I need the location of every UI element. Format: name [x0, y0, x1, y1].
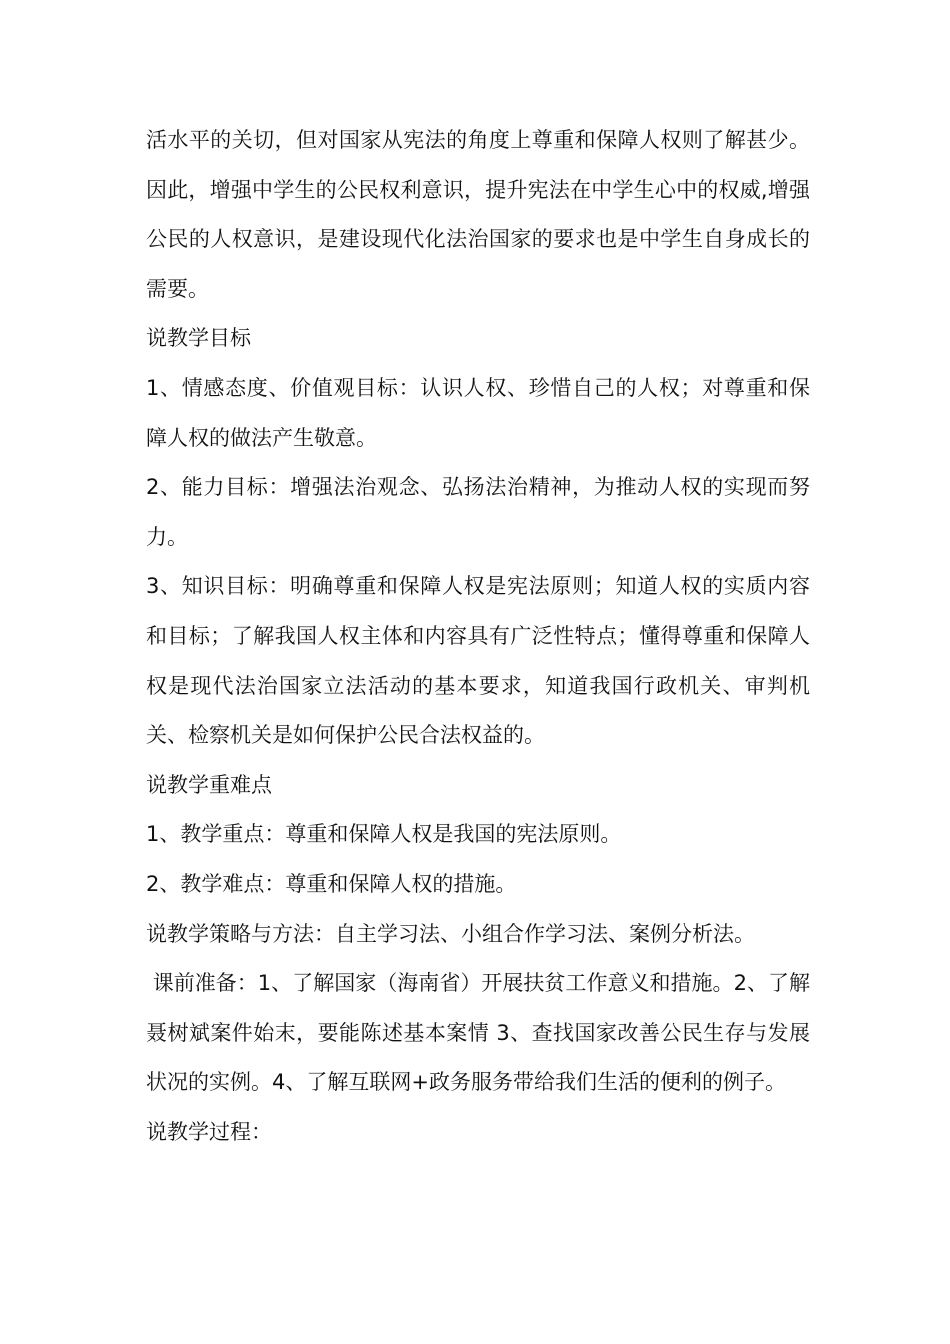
heading-key-difficult-points: 说教学重难点: [146, 772, 272, 797]
goal-emotional-attitude: 1、情感态度、价值观目标：认识人权、珍惜自己的人权；对尊重和保障人权的做法产生敬意。: [146, 375, 810, 450]
key-point: 1、教学重点：尊重和保障人权是我国的宪法原则。: [146, 822, 622, 847]
teaching-strategy: 说教学策略与方法：自主学习法、小组合作学习法、案例分析法。: [146, 921, 755, 946]
document-body: [146, 116, 810, 1157]
heading-teaching-goals: 说教学目标: [146, 326, 251, 351]
class-preparation: 课前准备：1、了解国家（海南省）开展扶贫工作意义和措施。2、了解聂树斌案件始末，要能陈述基本案情 3、查找国家改善公民生存与发展状况的实例。4、了解互联网+政务服务带给我们生活的便利的例子。: [146, 971, 810, 1095]
paragraph-intro-continuation: 活水平的关切，但对国家从宪法的角度上尊重和保障人权则了解甚少。因此，增强中学生的公民权利意识，提升宪法在中学生心中的权威,增强公民的人权意识，是建设现代化法治国家的要求也是中学生自身成长的需要。: [146, 128, 810, 301]
difficult-point: 2、教学难点：尊重和保障人权的措施。: [146, 871, 517, 896]
goal-knowledge: 3、知识目标：明确尊重和保障人权是宪法原则；知道人权的实质内容和目标；了解我国人权主体和内容具有广泛性特点；懂得尊重和保障人权是现代法治国家立法活动的基本要求，知道我国行政机关、审判机关、检察机关是如何保护公民合法权益的。: [146, 574, 810, 748]
heading-teaching-process: 说教学过程：: [146, 1119, 272, 1144]
goal-ability: 2、能力目标：增强法治观念、弘扬法治精神，为推动人权的实现而努力。: [146, 475, 810, 549]
